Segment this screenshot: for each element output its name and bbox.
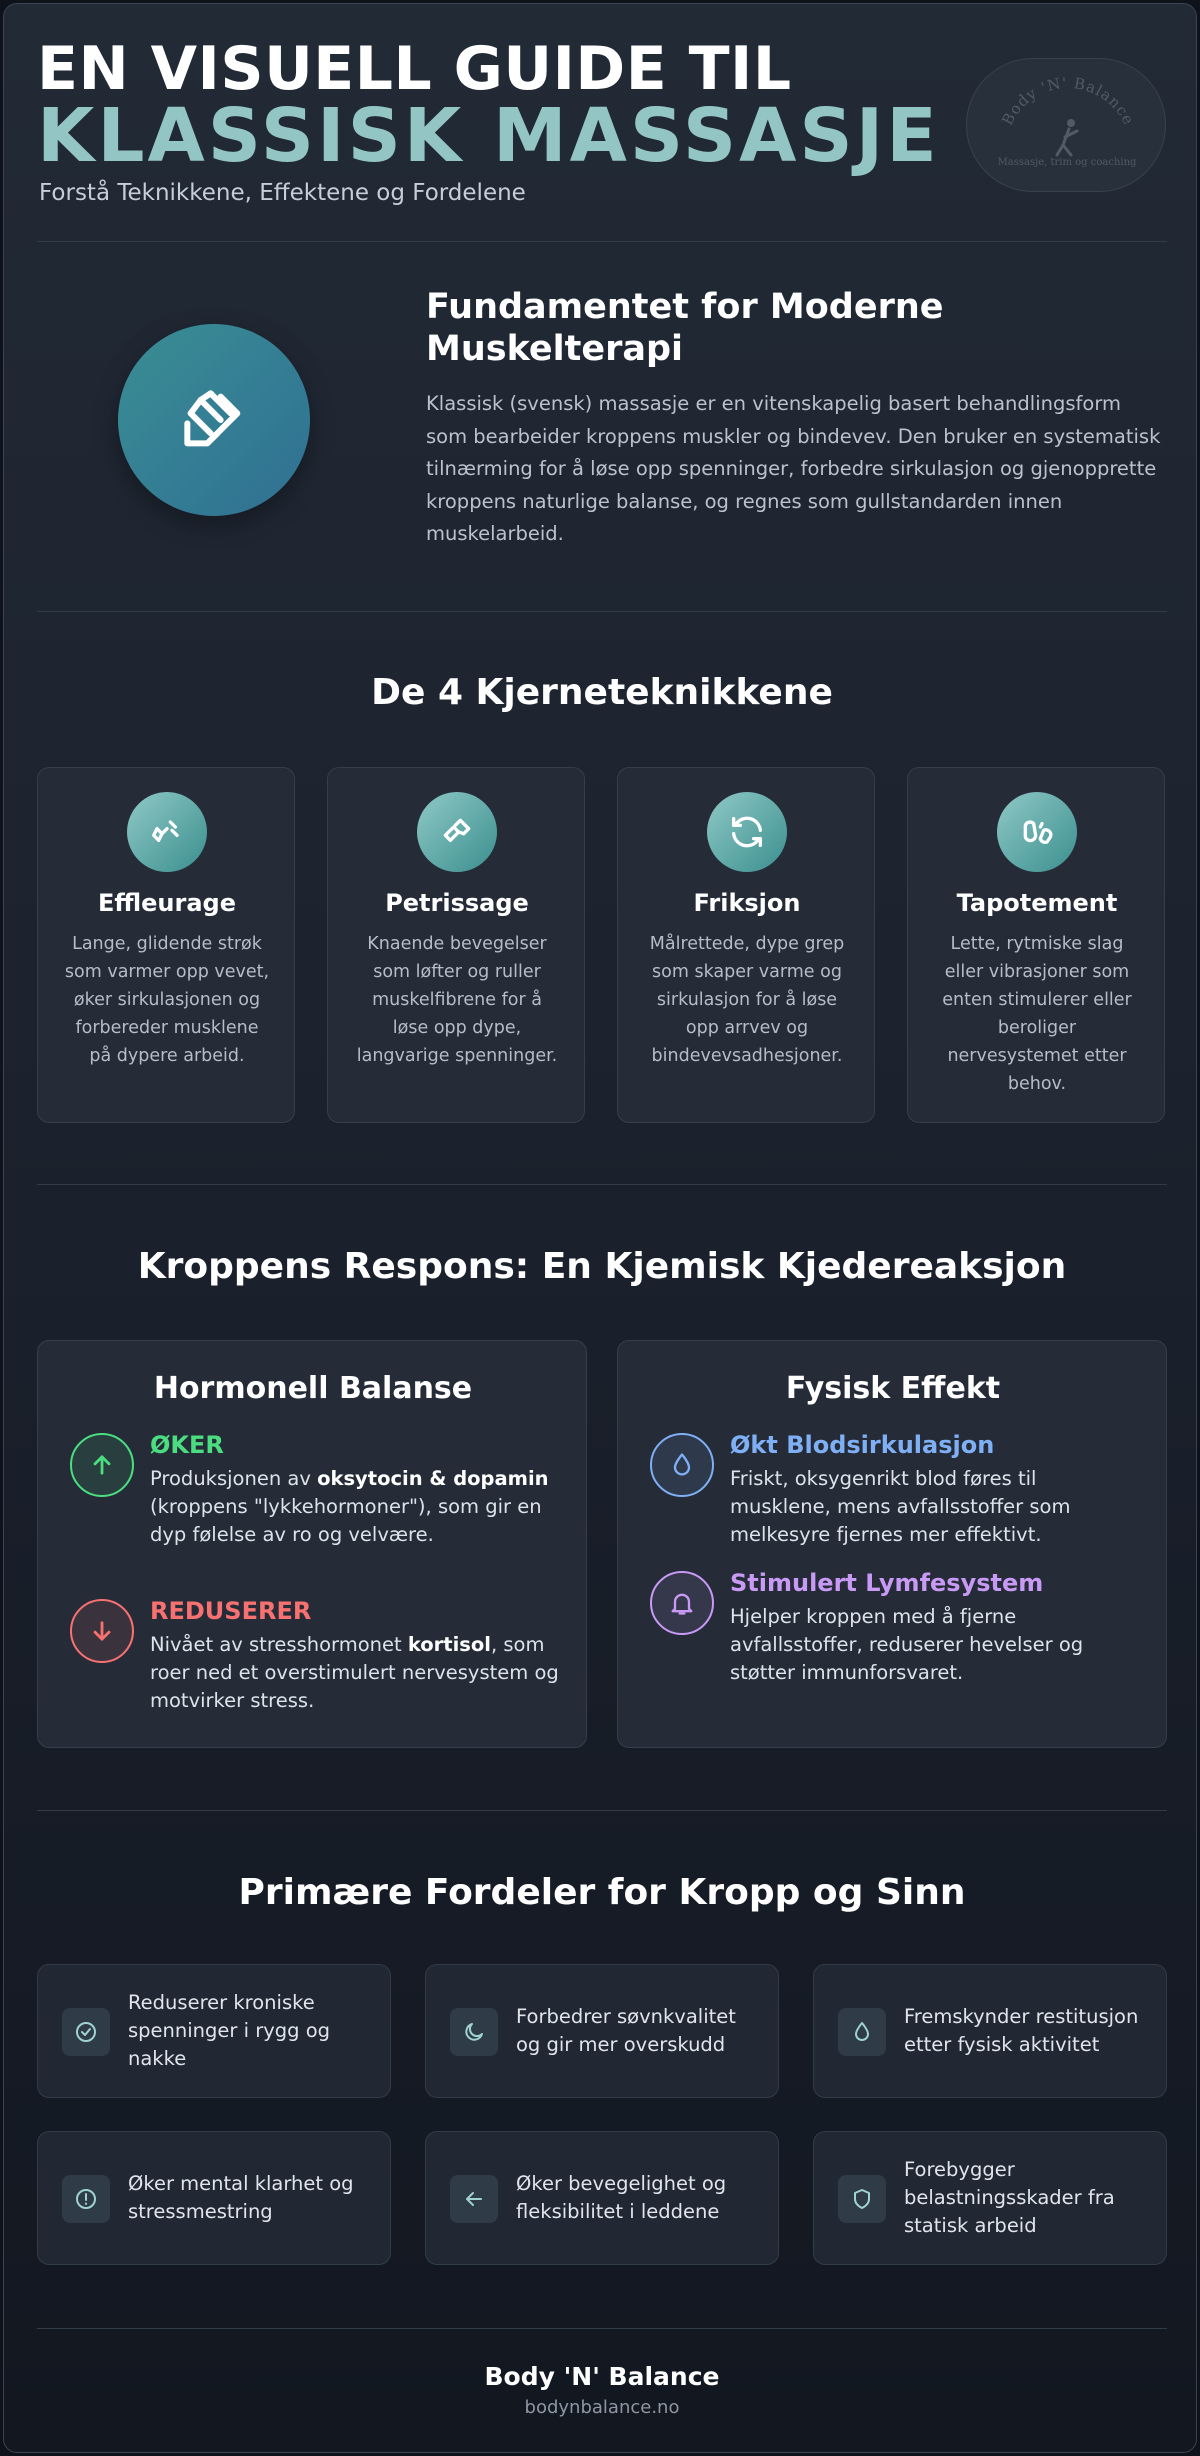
benefits-title: Primære Fordeler for Kropp og Sinn — [238, 1872, 966, 1913]
logo-tagline: Massasje, trim og coaching — [997, 157, 1137, 168]
technique-name: Tapotement — [956, 889, 1118, 917]
arrow-left-icon — [450, 2175, 498, 2223]
bell-icon — [650, 1571, 714, 1635]
knead-icon — [437, 812, 477, 852]
technique-icon-circle — [997, 792, 1077, 872]
benefit-text: Reduserer kroniske spenninger i rygg og nakke — [128, 1991, 331, 2070]
footer-url[interactable]: bodynbalance.no — [524, 2397, 680, 2418]
tap-icon — [1017, 812, 1057, 852]
technique-icon-circle — [417, 792, 497, 872]
benefit-text: Fremskynder restitusjon etter fysisk aktivitet — [904, 2005, 1139, 2056]
increase-text: Produksjonen av oksytocin & dopamin (kroppens "lykkehormoner"), som gir en dyp følelse av ro og velvære. — [150, 1467, 549, 1546]
technique-icon-circle — [127, 792, 207, 872]
droplet-icon — [838, 2008, 886, 2056]
benefit-card — [813, 1964, 1167, 2098]
benefit-text: Forbedrer søvnkvalitet og gir mer overskudd — [516, 2005, 736, 2056]
technique-desc: Lette, rytmiske slag eller vibrasjoner som enten stimulerer eller beroliger nervesystemet etter behov. — [942, 934, 1132, 1094]
massage-hand-icon — [174, 380, 254, 460]
intro-icon-circle — [118, 324, 310, 516]
check-circle-icon — [62, 2008, 110, 2056]
divider — [37, 1184, 1167, 1185]
arrow-down-icon — [70, 1599, 134, 1663]
arrow-up-icon — [70, 1433, 134, 1497]
technique-card-friksjon — [617, 767, 875, 1123]
physical-effect-card — [617, 1340, 1167, 1748]
benefit-card — [425, 2131, 779, 2265]
footer-brand: Body 'N' Balance — [484, 2362, 720, 2391]
decrease-text: Nivået av stresshormonet kortisol, som roer ned et overstimulert nervesystem og motvirker stress. — [150, 1633, 559, 1712]
title-line-1: EN VISUELL GUIDE TIL — [37, 34, 792, 104]
decrease-label: REDUSERER — [150, 1597, 312, 1625]
logo-emblem-icon — [967, 59, 1167, 193]
benefit-text: Øker mental klarhet og stressmestring — [128, 2172, 354, 2223]
hormonal-balance-card — [37, 1340, 587, 1748]
increase-label: ØKER — [150, 1431, 224, 1459]
card-title: Hormonell Balanse — [153, 1371, 473, 1406]
infographic-page — [3, 3, 1197, 2453]
card-title: Fysisk Effekt — [785, 1371, 1001, 1406]
brand-logo — [966, 58, 1166, 192]
rotate-icon — [727, 812, 767, 852]
benefit-text: Øker bevegelighet og fleksibilitet i leddene — [516, 2172, 727, 2223]
divider — [37, 241, 1167, 242]
response-title: Kroppens Respons: En Kjemisk Kjedereaksjon — [137, 1246, 1067, 1287]
intro-title: Fundamentet for Moderne Muskelterapi — [426, 287, 944, 369]
technique-icon-circle — [707, 792, 787, 872]
technique-desc: Knaende bevegelser som løfter og ruller muskelfibrene for å løse opp dype, langvarige spenninger. — [356, 934, 558, 1066]
lymph-label: Stimulert Lymfesystem — [730, 1569, 1044, 1597]
technique-name: Effleurage — [97, 889, 237, 917]
techniques-title: De 4 Kjerneteknikkene — [371, 672, 833, 713]
divider — [37, 2328, 1167, 2329]
technique-desc: Målrettede, dype grep som skaper varme og sirkulasjon for å løse opp arrvev og bindevevsadhesjoner. — [649, 934, 845, 1066]
moon-icon — [450, 2008, 498, 2056]
glide-icon — [147, 812, 187, 852]
technique-name: Petrissage — [385, 889, 529, 917]
alert-circle-icon — [62, 2175, 110, 2223]
shield-icon — [838, 2175, 886, 2223]
technique-desc: Lange, glidende strøk som varmer opp vevet, øker sirkulasjonen og forbereder musklene på dypere arbeid. — [64, 934, 270, 1066]
title-line-2: KLASSISK MASSASJE — [37, 93, 940, 179]
technique-name: Friksjon — [693, 889, 801, 917]
divider — [37, 611, 1167, 612]
droplet-icon — [650, 1433, 714, 1497]
technique-card-petrissage — [327, 767, 585, 1123]
intro-text: Klassisk (svensk) massasje er en vitenskapelig basert behandlingsform som bearbeider kroppens muskler og bindevev. Den bruker en systematisk tilnærming for å løse opp spenninger, forbedre sirkulasjon og gjenopprette kroppens naturlige balanse, og regnes som gullstandarden innen muskelarbeid. — [426, 392, 1161, 545]
technique-card-effleurage — [37, 767, 295, 1123]
benefit-card — [813, 2131, 1167, 2265]
subtitle: Forstå Teknikkene, Effektene og Fordelene — [39, 180, 526, 206]
lymph-text: Hjelper kroppen med å fjerne avfallsstoffer, reduserer hevelser og støtter immunforsvaret. — [730, 1605, 1084, 1684]
benefit-text: Forebygger belastningsskader fra statisk arbeid — [904, 2158, 1115, 2237]
benefit-card — [37, 2131, 391, 2265]
technique-card-tapotement — [907, 767, 1165, 1123]
divider — [37, 1810, 1167, 1811]
circulation-text: Friskt, oksygenrikt blod føres til musklene, mens avfallsstoffer som melkesyre fjernes mer effektivt. — [730, 1467, 1071, 1546]
benefit-card — [425, 1964, 779, 2098]
svg-text:Body 'N' Balance: Body 'N' Balance — [998, 74, 1138, 129]
circulation-label: Økt Blodsirkulasjon — [730, 1431, 995, 1459]
benefit-card — [37, 1964, 391, 2098]
